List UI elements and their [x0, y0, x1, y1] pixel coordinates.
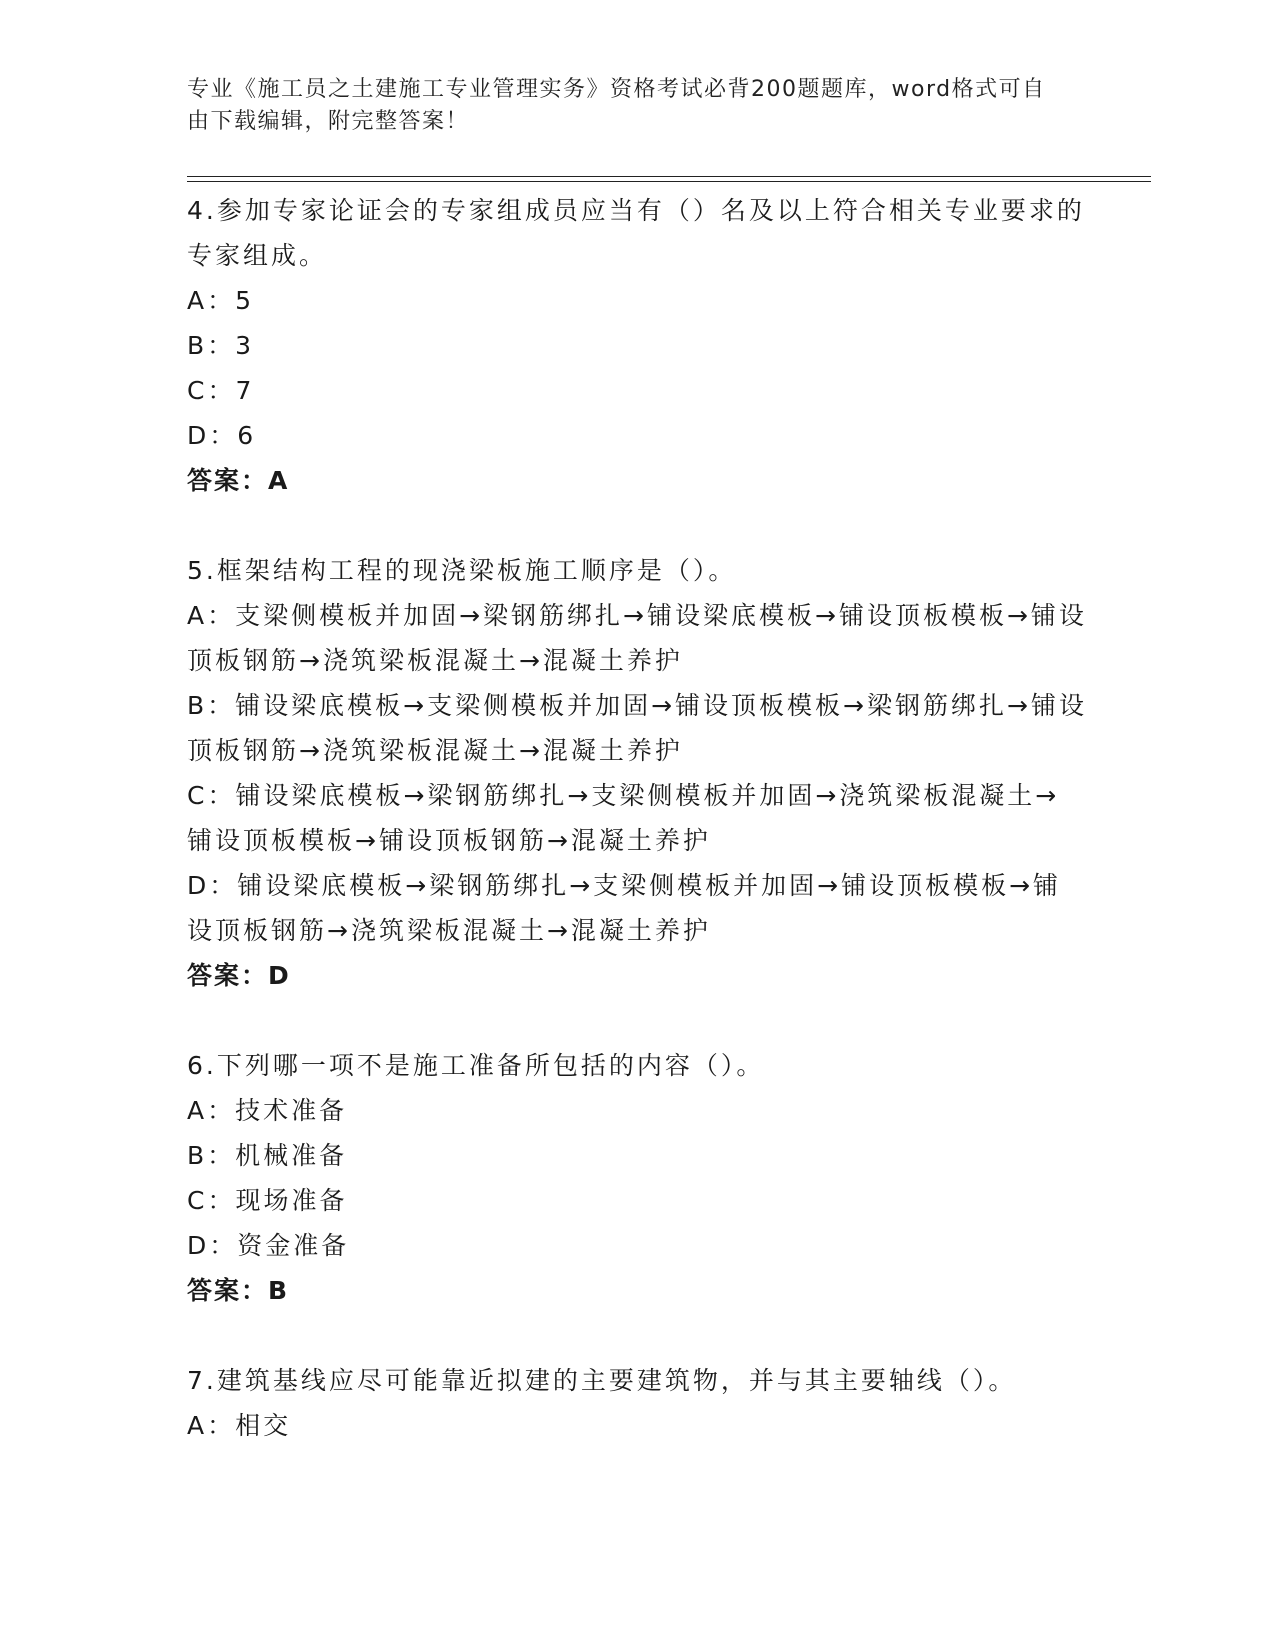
header-divider-bottom	[187, 181, 1151, 182]
option-d: D：铺设梁底模板→梁钢筋绑扎→支梁侧模板并加固→铺设顶板模板→铺设顶板钢筋→浇筑梁板混凝土→混凝土养护	[187, 871, 1062, 945]
question-5	[187, 548, 1087, 998]
question-6	[187, 1043, 1087, 1313]
question-7	[187, 1358, 1087, 1448]
option-c: C：现场准备	[187, 1186, 348, 1215]
question-stem: 5.框架结构工程的现浇梁板施工顺序是（）。	[187, 556, 737, 585]
answer-line: 答案：D	[187, 961, 291, 990]
header-divider-top	[187, 176, 1151, 177]
option-a: A：技术准备	[187, 1096, 348, 1125]
question-stem: 4.参加专家论证会的专家组成员应当有（）名及以上符合相关专业要求的专家组成。	[187, 196, 1085, 270]
question-stem: 6.下列哪一项不是施工准备所包括的内容（）。	[187, 1051, 765, 1080]
answer-line: 答案：A	[187, 466, 290, 495]
option-d: D：6	[187, 421, 257, 450]
option-a: A：5	[187, 286, 255, 315]
option-c: C：铺设梁底模板→梁钢筋绑扎→支梁侧模板并加固→浇筑梁板混凝土→铺设顶板模板→铺设顶板钢筋→混凝土养护	[187, 781, 1060, 855]
question-4	[187, 188, 1087, 503]
option-a: A：相交	[187, 1411, 292, 1440]
option-c: C：7	[187, 376, 255, 405]
question-list	[187, 188, 1087, 1448]
question-stem: 7.建筑基线应尽可能靠近拟建的主要建筑物，并与其主要轴线（）。	[187, 1366, 1017, 1395]
answer-line: 答案：B	[187, 1276, 290, 1305]
option-b: B：铺设梁底模板→支梁侧模板并加固→铺设顶板模板→梁钢筋绑扎→铺设顶板钢筋→浇筑梁板混凝土→混凝土养护	[187, 691, 1087, 765]
option-b: B：机械准备	[187, 1141, 348, 1170]
option-b: B：3	[187, 331, 255, 360]
option-a: A：支梁侧模板并加固→梁钢筋绑扎→铺设梁底模板→铺设顶板模板→铺设顶板钢筋→浇筑梁板混凝土→混凝土养护	[187, 601, 1087, 675]
document-header	[187, 74, 1067, 138]
header-title: 专业《施工员之土建施工专业管理实务》资格考试必背200题题库，word格式可自由下载编辑，附完整答案！	[187, 77, 1046, 134]
option-d: D：资金准备	[187, 1231, 350, 1260]
